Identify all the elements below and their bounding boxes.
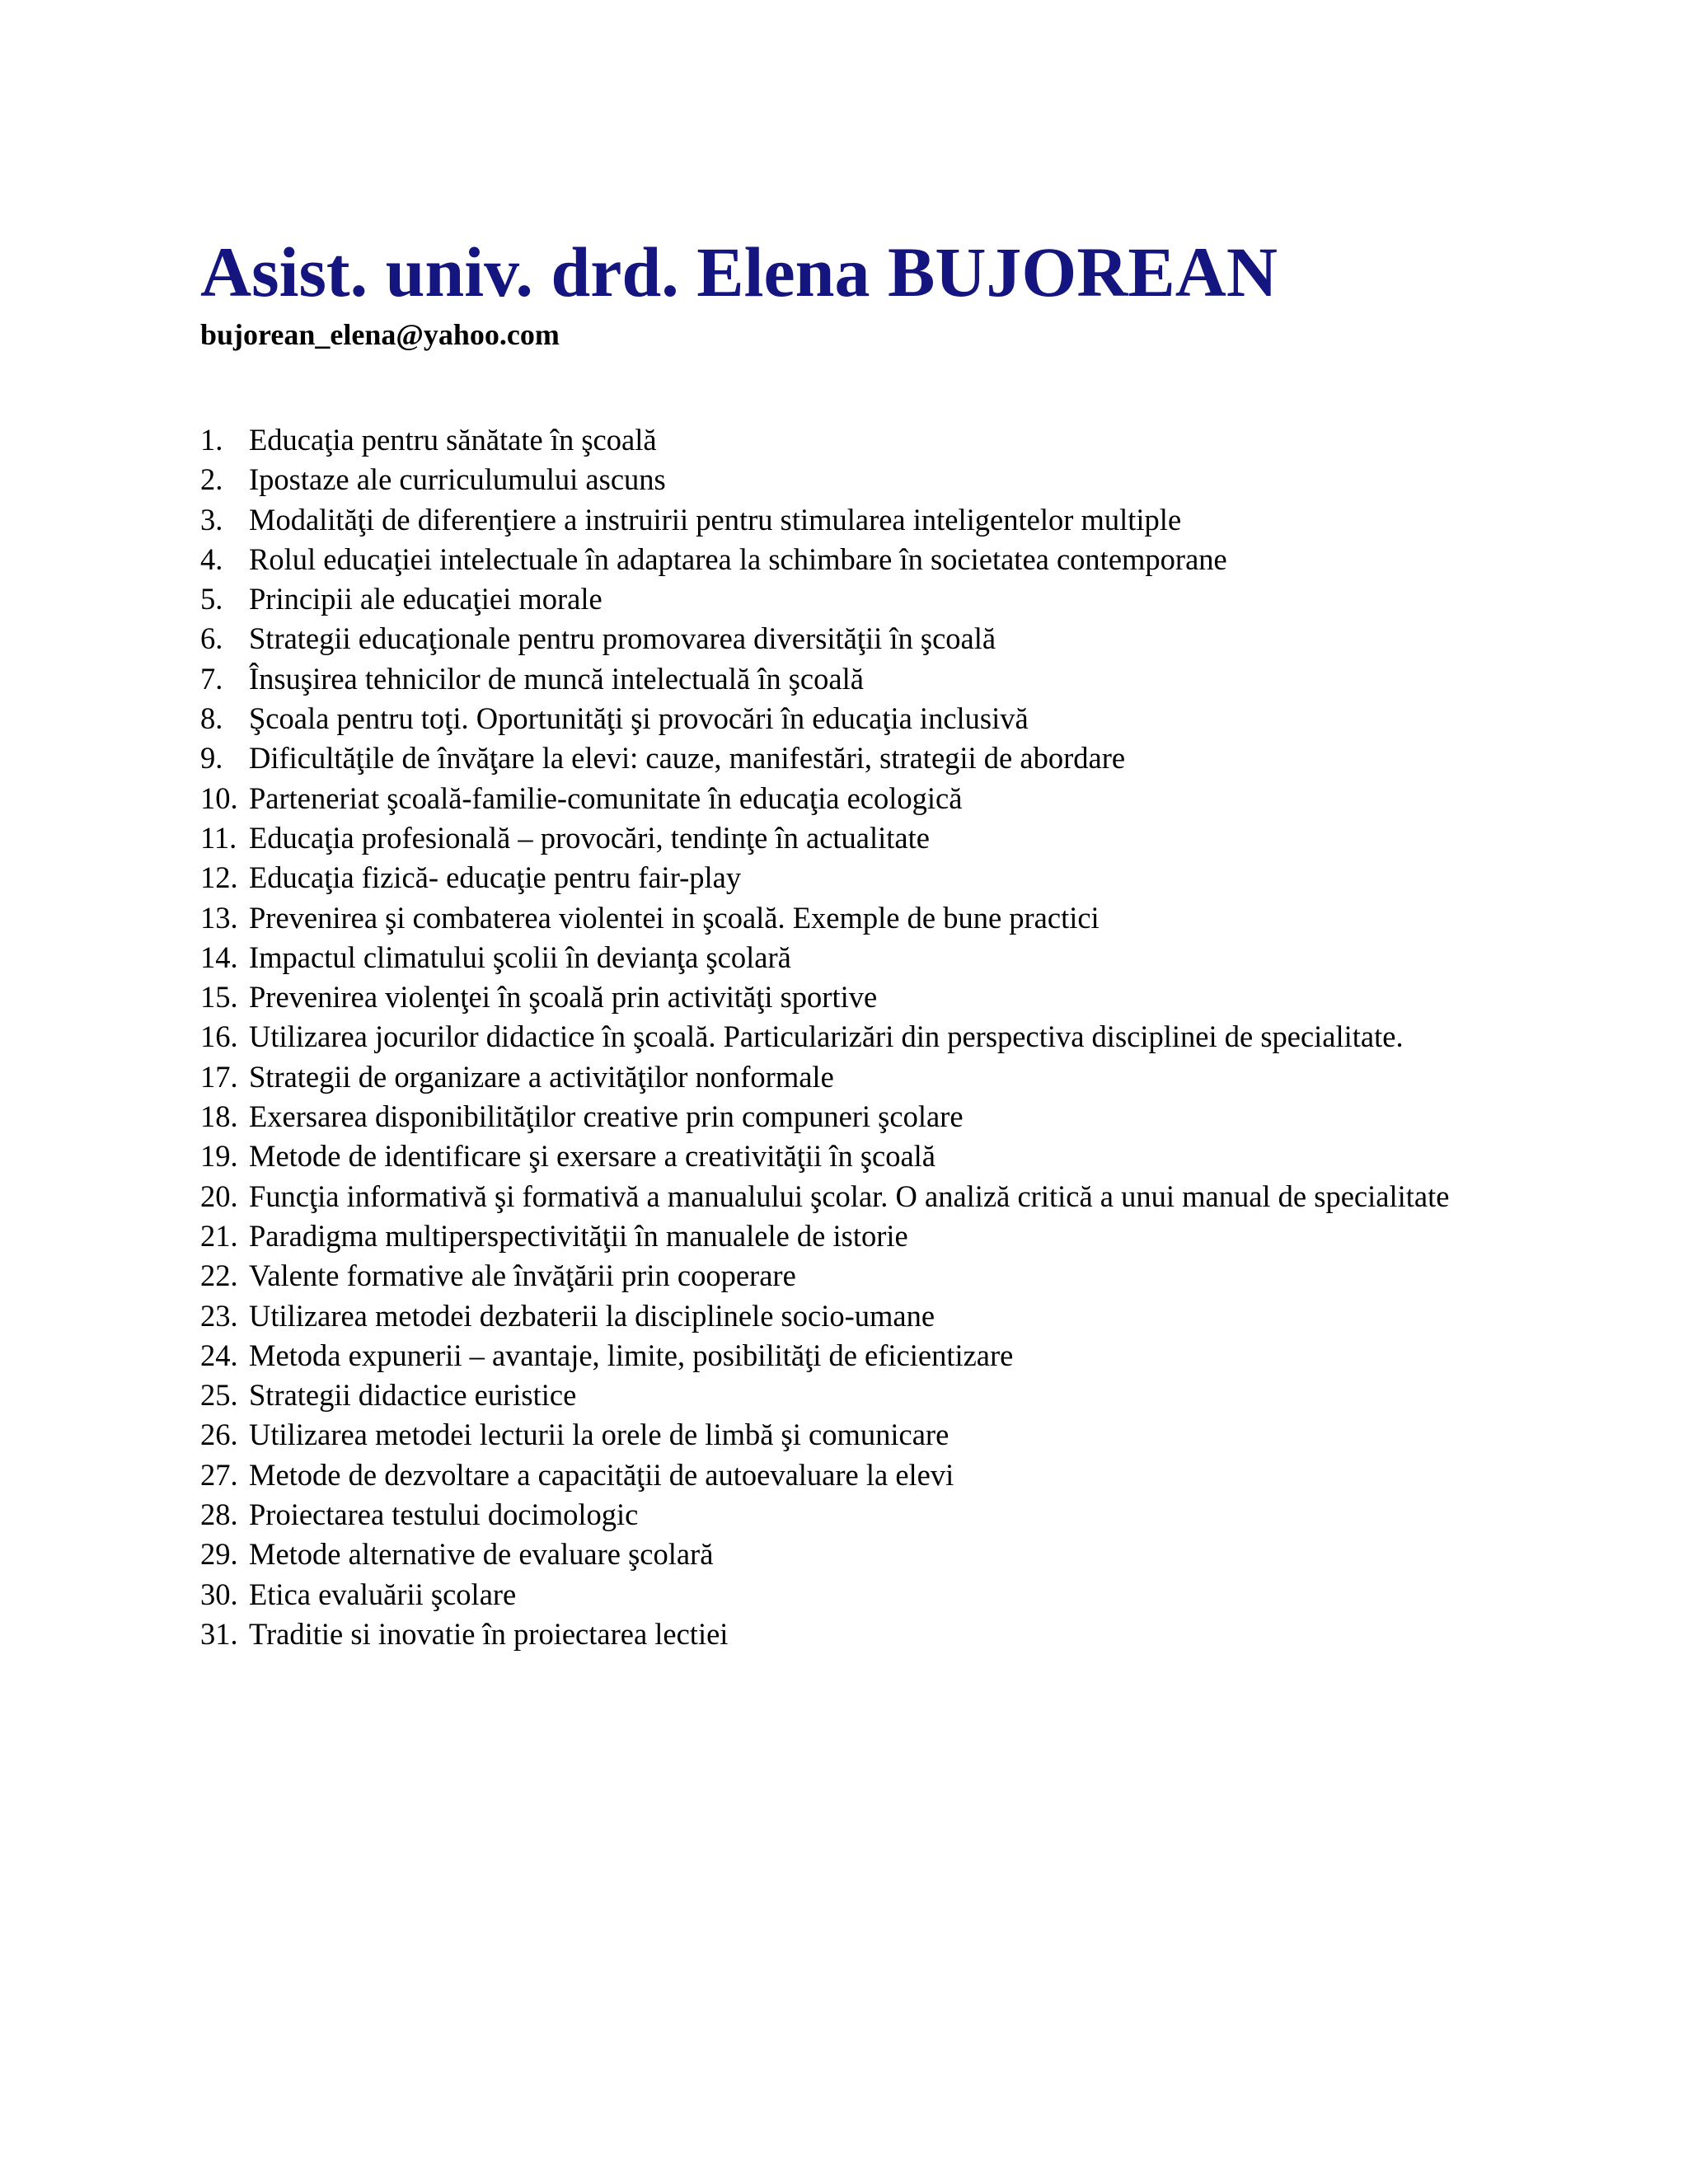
topic-number: 7. <box>200 661 223 696</box>
topic-text: Educaţia pentru sănătate în şcoală <box>249 423 657 457</box>
topic-number: 8. <box>200 701 223 736</box>
topic-text: Educaţia profesională – provocări, tendinţe în actualitate <box>249 820 930 855</box>
topic-text: Proiectarea testului docimologic <box>249 1497 639 1532</box>
topic-text: Utilizarea metodei dezbaterii la disciplinele socio-umane <box>249 1298 935 1333</box>
topic-item <box>200 540 1486 579</box>
topic-item <box>200 1336 1486 1376</box>
topic-item <box>200 460 1486 499</box>
topic-number: 5. <box>200 582 223 616</box>
author-email: bujorean_elena@yahoo.com <box>200 318 560 351</box>
topic-item <box>200 1495 1486 1535</box>
topic-text: Etica evaluării şcolare <box>249 1577 517 1611</box>
topic-item <box>200 1177 1486 1216</box>
topic-text: Impactul climatului şcolii în devianţa şcolară <box>249 940 791 974</box>
topic-number: 17. <box>200 1059 238 1094</box>
topic-item <box>200 1097 1486 1137</box>
topic-text: Parteneriat şcoală-familie-comunitate în educaţia ecologică <box>249 780 963 815</box>
topic-item <box>200 1296 1486 1336</box>
topic-number: 14. <box>200 940 238 974</box>
topic-item <box>200 1216 1486 1256</box>
topic-text: Însuşirea tehnicilor de muncă intelectuală în şcoală <box>249 661 864 696</box>
topic-number: 16. <box>200 1019 238 1054</box>
topic-number: 4. <box>200 541 223 576</box>
topic-number: 18. <box>200 1099 238 1134</box>
author-title: Asist. univ. drd. Elena BUJOREAN <box>200 232 1278 312</box>
topic-number: 24. <box>200 1338 238 1372</box>
topic-text: Metode de dezvoltare a capacităţii de autoevaluare la elevi <box>249 1457 954 1492</box>
topic-number: 31. <box>200 1616 238 1651</box>
topic-number: 10. <box>200 780 238 815</box>
topic-text: Metode de identificare şi exersare a creativităţii în şcoală <box>249 1139 936 1174</box>
topic-text: Utilizarea jocurilor didactice în şcoală. Particularizări din perspectiva disciplinei de specialitate. <box>249 1019 1404 1054</box>
topic-item <box>200 1057 1486 1097</box>
topic-text: Strategii educaţionale pentru promovarea diversităţii în şcoală <box>249 621 996 656</box>
topic-number: 13. <box>200 900 238 935</box>
topic-item <box>200 818 1486 858</box>
topic-number: 30. <box>200 1577 238 1611</box>
topic-item <box>200 1575 1486 1615</box>
topic-text: Funcţia informativă şi formativă a manualului şcolar. O analiză critică a unui manual de specialitate <box>249 1179 1450 1213</box>
topic-number: 21. <box>200 1218 238 1253</box>
topic-text: Principii ale educaţiei morale <box>249 582 603 616</box>
topic-item <box>200 977 1486 1017</box>
topic-number: 29. <box>200 1537 238 1572</box>
topic-item <box>200 1455 1486 1495</box>
topic-item <box>200 1615 1486 1654</box>
topic-text: Valente formative ale învăţării prin cooperare <box>249 1258 796 1293</box>
topic-item <box>200 738 1486 778</box>
topic-item <box>200 1017 1486 1057</box>
topic-list <box>200 420 1486 1654</box>
topic-item <box>200 898 1486 938</box>
topic-text: Prevenirea violenţei în şcoală prin activităţi sportive <box>249 980 878 1015</box>
topic-number: 2. <box>200 462 223 497</box>
topic-text: Ipostaze ale curriculumului ascuns <box>249 462 666 497</box>
topic-item <box>200 659 1486 699</box>
topic-item <box>200 1376 1486 1415</box>
topic-number: 20. <box>200 1179 238 1213</box>
topic-item <box>200 619 1486 658</box>
topic-item <box>200 579 1486 619</box>
topic-text: Modalităţi de diferenţiere a instruirii pentru stimularea inteligentelor multiple <box>249 502 1182 537</box>
topic-item <box>200 1137 1486 1176</box>
topic-text: Paradigma multiperspectivităţii în manualele de istorie <box>249 1218 908 1253</box>
topic-text: Şcoala pentru toţi. Oportunităţi şi provocări în educaţia inclusivă <box>249 701 1029 736</box>
topic-text: Dificultăţile de învăţare la elevi: cauze, manifestări, strategii de abordare <box>249 741 1126 776</box>
topic-item <box>200 500 1486 540</box>
topic-number: 28. <box>200 1497 238 1532</box>
topic-item <box>200 779 1486 818</box>
topic-number: 9. <box>200 741 223 776</box>
topic-item <box>200 858 1486 898</box>
topic-text: Exersarea disponibilităţilor creative prin compuneri şcolare <box>249 1099 964 1134</box>
topic-text: Strategii de organizare a activităţilor nonformale <box>249 1059 834 1094</box>
topic-text: Strategii didactice euristice <box>249 1378 577 1413</box>
topic-text: Metode alternative de evaluare şcolară <box>249 1537 714 1572</box>
document-page <box>200 231 1486 1654</box>
topic-item <box>200 1535 1486 1574</box>
topic-number: 25. <box>200 1378 238 1413</box>
topic-number: 23. <box>200 1298 238 1333</box>
topic-text: Prevenirea şi combaterea violentei in şcoală. Exemple de bune practici <box>249 900 1100 935</box>
topic-item <box>200 1415 1486 1455</box>
topic-number: 27. <box>200 1457 238 1492</box>
topic-number: 11. <box>200 820 237 855</box>
topic-text: Metoda expunerii – avantaje, limite, posibilităţi de eficientizare <box>249 1338 1014 1372</box>
topic-text: Educaţia fizică- educaţie pentru fair-play <box>249 860 742 895</box>
topic-number: 1. <box>200 423 223 457</box>
topic-text: Rolul educaţiei intelectuale în adaptarea la schimbare în societatea contemporane <box>249 541 1227 576</box>
topic-number: 22. <box>200 1258 238 1293</box>
topic-number: 3. <box>200 502 223 537</box>
topic-number: 26. <box>200 1418 238 1452</box>
topic-number: 19. <box>200 1139 238 1174</box>
topic-item <box>200 1256 1486 1296</box>
topic-number: 15. <box>200 980 238 1015</box>
topic-item <box>200 420 1486 460</box>
topic-item <box>200 699 1486 738</box>
topic-text: Traditie si inovatie în proiectarea lectiei <box>249 1616 729 1651</box>
topic-number: 6. <box>200 621 223 656</box>
topic-text: Utilizarea metodei lecturii la orele de limbă şi comunicare <box>249 1418 950 1452</box>
topic-number: 12. <box>200 860 238 895</box>
topic-item <box>200 938 1486 977</box>
